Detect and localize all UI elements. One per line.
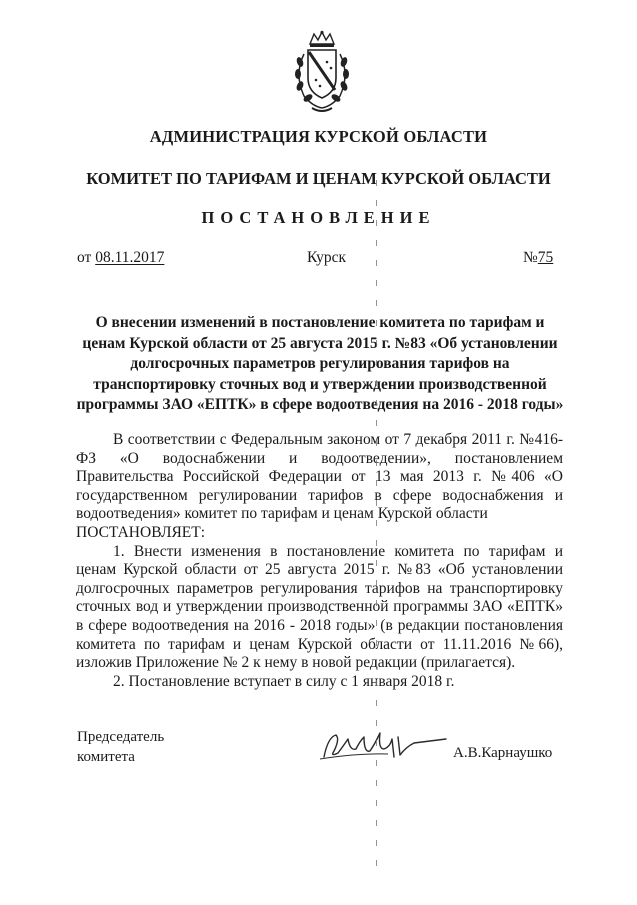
coat-of-arms-emblem <box>290 30 354 116</box>
signer-position <box>77 727 164 767</box>
handwritten-signature <box>318 727 448 765</box>
number-prefix: № <box>523 249 538 266</box>
document-number <box>523 249 553 267</box>
preamble-paragraph: В соответствии с Федеральным законом от 7 декабря 2011 г. №416-ФЗ «О водоснабжении и водоотведении», постановлением Правительства Российской Федерации от 13 мая 2013 г. №406 «О государственном регулировании тарифов в сфере водоснабжения и водоотведения» комитет по тарифам и ценам Курской области <box>76 431 563 523</box>
committee-title: КОМИТЕТ ПО ТАРИФАМ И ЦЕНАМ КУРСКОЙ ОБЛАСТИ <box>86 169 551 188</box>
decree-word: ПОСТАНОВЛЯЕТ: <box>76 523 206 541</box>
document-type-title: ПОСТАНОВЛЕНИЕ <box>201 208 436 227</box>
administration-title: АДМИНИСТРАЦИЯ КУРСКОЙ ОБЛАСТИ <box>149 127 488 146</box>
document-body <box>76 431 563 691</box>
item-1-paragraph: 1. Внести изменения в постановление комитета по тарифам и ценам Курской области от 25 августа 2015 г. №83 «Об установлении долгосрочных параметров регулирования тарифов на транспортировку сточных вод и утверждении производственной программы ЗАО «ЕПТК» в сфере водоотведения на 2016 - 2018 годы» (в редакции постановления комитета по тарифам и ценам Курской области от 11.11.2016 №66), изложив Приложение № 2 к нему в новой редакции (прилагается). <box>76 542 563 672</box>
document-city: Курск <box>307 249 347 266</box>
signer-position-line1: Председатель <box>77 729 165 745</box>
item-2-paragraph: 2. Постановление вступает в силу с 1 января 2018 г. <box>113 672 455 690</box>
date-value: 08.11.2017 <box>95 249 165 266</box>
scan-fold-line <box>375 180 378 880</box>
document-subject: О внесении изменений в постановление комитета по тарифам и ценам Курской области от 25 августа 2015 г. №83 «Об установлении долгосрочных параметров регулирования тарифов на транспортировку сточных вод и утверждении производственной программы ЗАО «ЕПТК» в сфере водоотведения на 2016 - 2018 годы» <box>76 314 564 413</box>
signer-name: А.В.Карнаушко <box>453 745 553 761</box>
number-value: 75 <box>537 249 554 266</box>
date-prefix: от <box>77 249 96 266</box>
signer-position-line2: комитета <box>77 749 135 765</box>
document-date <box>77 249 164 267</box>
